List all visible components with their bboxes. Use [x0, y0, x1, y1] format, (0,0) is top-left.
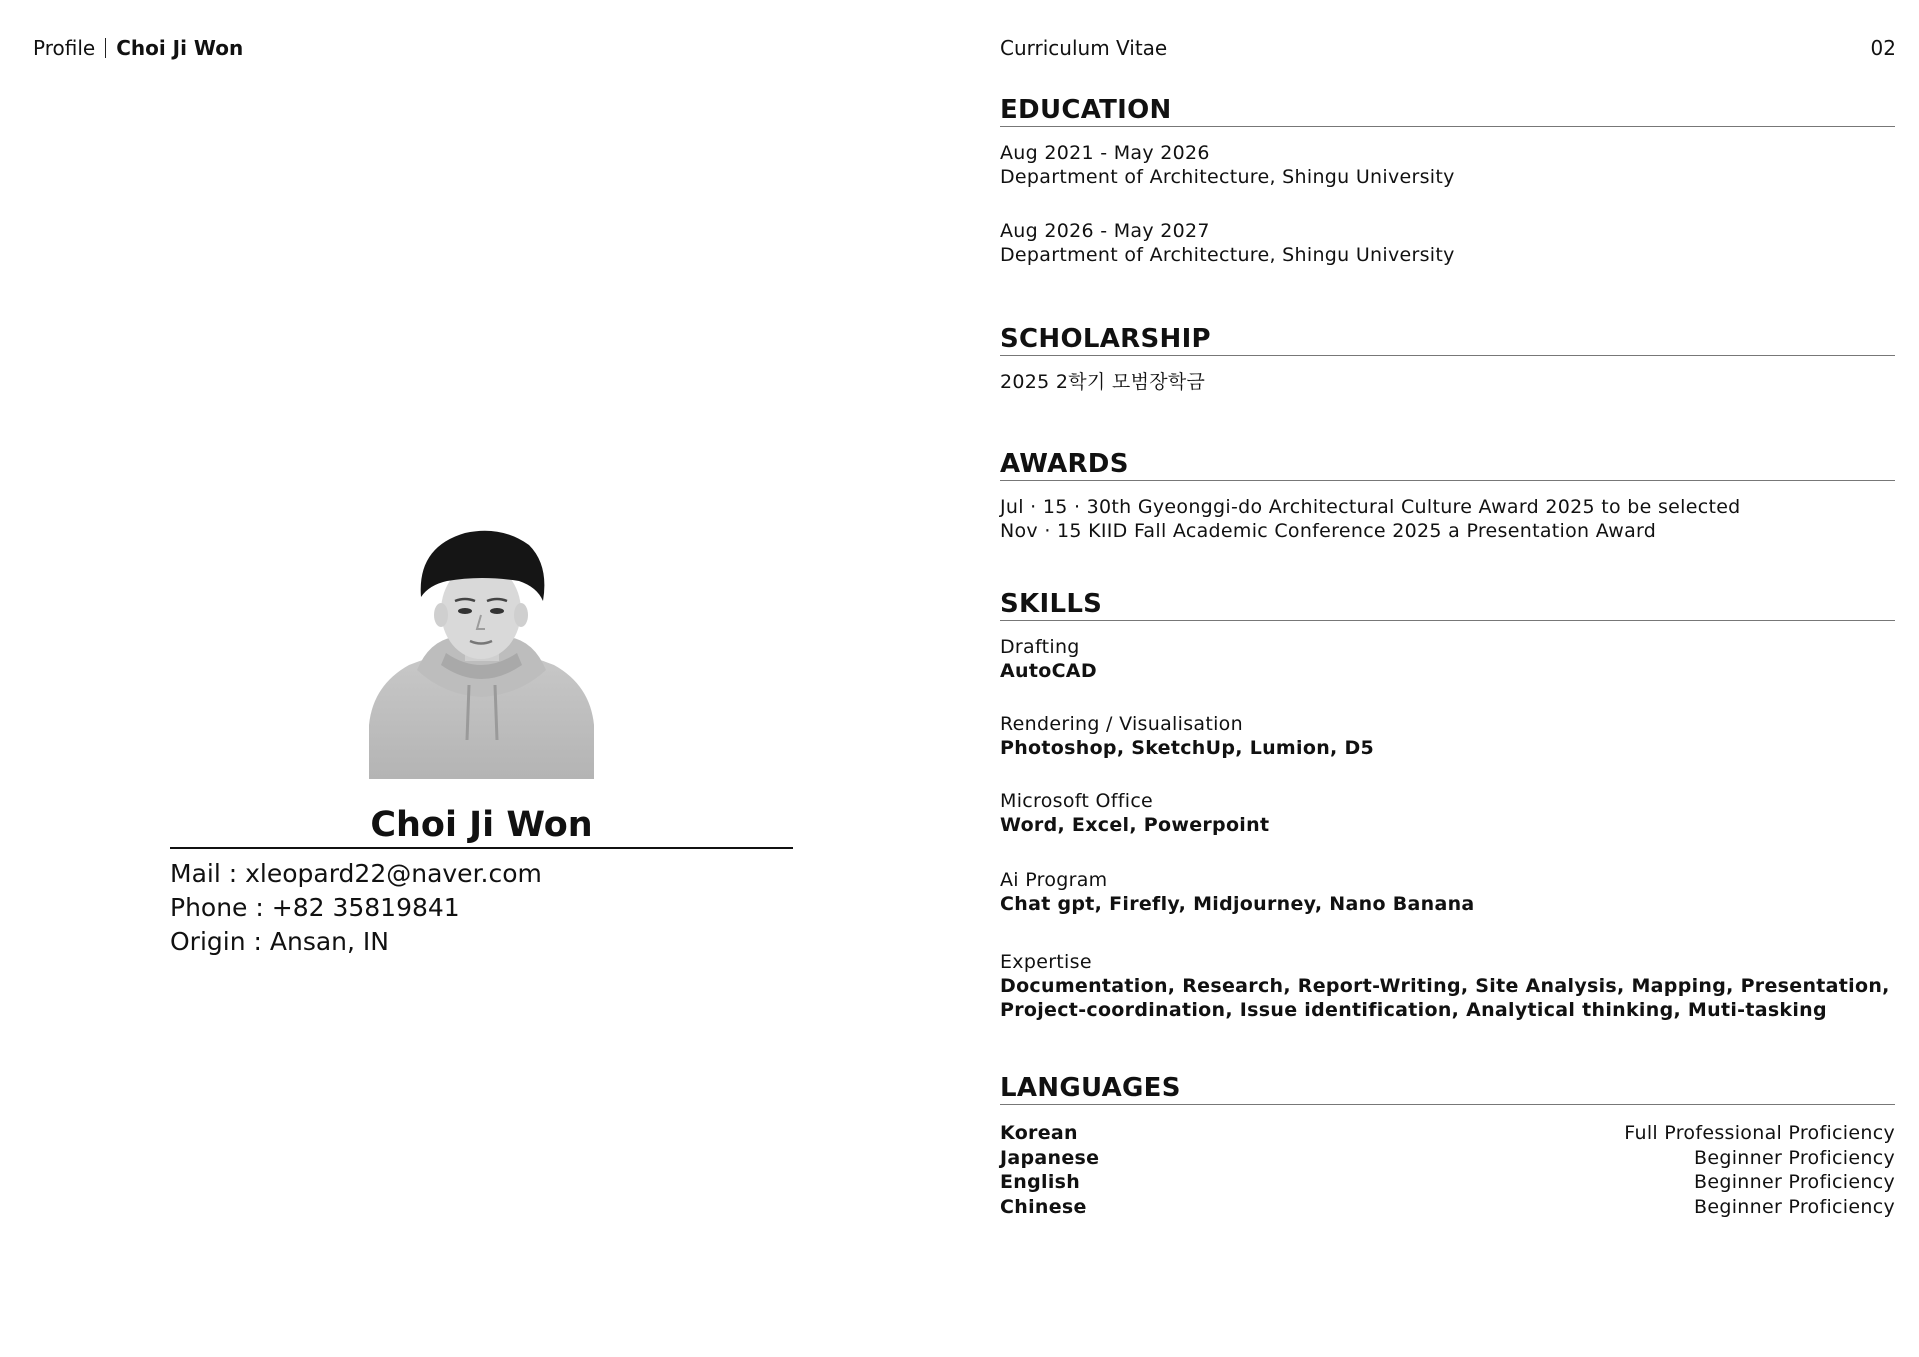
skill-category: Rendering / Visualisation: [1000, 713, 1243, 735]
portrait-photo: [369, 525, 594, 779]
page-number: 02: [1870, 36, 1896, 60]
skill-category: Ai Program: [1000, 869, 1108, 891]
section-education: [1000, 94, 1895, 267]
section-title-awards: AWARDS: [1000, 448, 1895, 481]
award-item: Jul · 15 · 30th Gyeonggi-do Architectural Culture Award 2025 to be selected: [1000, 496, 1741, 518]
section-title-education: EDUCATION: [1000, 94, 1895, 127]
language-row: [1000, 1146, 1895, 1171]
skill-entry: [1000, 950, 1895, 1022]
contact-mail: Mail : xleopard22@naver.com: [170, 859, 542, 888]
skill-items: Chat gpt, Firefly, Midjourney, Nano Banana: [1000, 893, 1475, 915]
header-divider: [105, 38, 106, 58]
section-title-skills: SKILLS: [1000, 588, 1895, 621]
awards-list: [1000, 495, 1895, 543]
skill-category: Microsoft Office: [1000, 790, 1154, 812]
section-scholarship: [1000, 323, 1895, 394]
section-skills: [1000, 588, 1895, 1022]
language-level: Full Professional Proficiency: [1624, 1122, 1895, 1144]
scholarship-entry: 2025 2학기 모범장학금: [1000, 371, 1206, 393]
contact-origin: Origin : Ansan, IN: [170, 927, 389, 956]
header-name: Choi Ji Won: [116, 36, 244, 60]
language-row: [1000, 1170, 1895, 1195]
language-level: Beginner Proficiency: [1694, 1146, 1895, 1169]
section-languages: [1000, 1072, 1895, 1219]
award-item: Nov · 15 KIID Fall Academic Conference 2025 a Presentation Award: [1000, 520, 1657, 542]
skill-items: Word, Excel, Powerpoint: [1000, 814, 1270, 836]
skill-items: Documentation, Research, Report-Writing, Site Analysis, Mapping, Presentation,: [1000, 975, 1890, 997]
skill-entry: [1000, 868, 1895, 916]
education-period: Aug 2026 - May 2027: [1000, 220, 1210, 242]
language-name: Korean: [1000, 1122, 1078, 1144]
header-section-label: Profile: [33, 36, 96, 60]
language-row: [1000, 1121, 1895, 1146]
education-period: Aug 2021 - May 2026: [1000, 142, 1210, 164]
section-title-scholarship: SCHOLARSHIP: [1000, 323, 1895, 356]
language-name: Japanese: [1000, 1146, 1100, 1169]
section-awards: [1000, 448, 1895, 543]
language-name: Chinese: [1000, 1195, 1087, 1218]
skill-entry: [1000, 635, 1895, 683]
education-entry: [1000, 141, 1895, 189]
skill-items: Project-coordination, Issue identification, Analytical thinking, Muti-tasking: [1000, 999, 1827, 1021]
skill-category: Drafting: [1000, 636, 1080, 658]
education-detail: Department of Architecture, Shingu University: [1000, 166, 1455, 188]
skill-entry: [1000, 712, 1895, 760]
header-breadcrumb: [33, 36, 243, 60]
language-level: Beginner Proficiency: [1694, 1171, 1895, 1193]
skill-entry: [1000, 789, 1895, 837]
section-title-languages: LANGUAGES: [1000, 1072, 1895, 1105]
language-row: [1000, 1195, 1895, 1220]
header-doc-title: Curriculum Vitae: [1000, 36, 1168, 60]
skill-items: AutoCAD: [1000, 660, 1097, 682]
skill-category: Expertise: [1000, 951, 1092, 973]
contact-phone: Phone : +82 35819841: [170, 893, 460, 922]
education-entry: [1000, 219, 1895, 267]
skill-items: Photoshop, SketchUp, Lumion, D5: [1000, 737, 1375, 759]
profile-divider: [170, 847, 793, 849]
profile-name: Choi Ji Won: [370, 805, 593, 845]
education-detail: Department of Architecture, Shingu University: [1000, 244, 1455, 266]
language-name: English: [1000, 1171, 1081, 1193]
language-level: Beginner Proficiency: [1694, 1195, 1895, 1218]
contact-info: [170, 857, 542, 959]
